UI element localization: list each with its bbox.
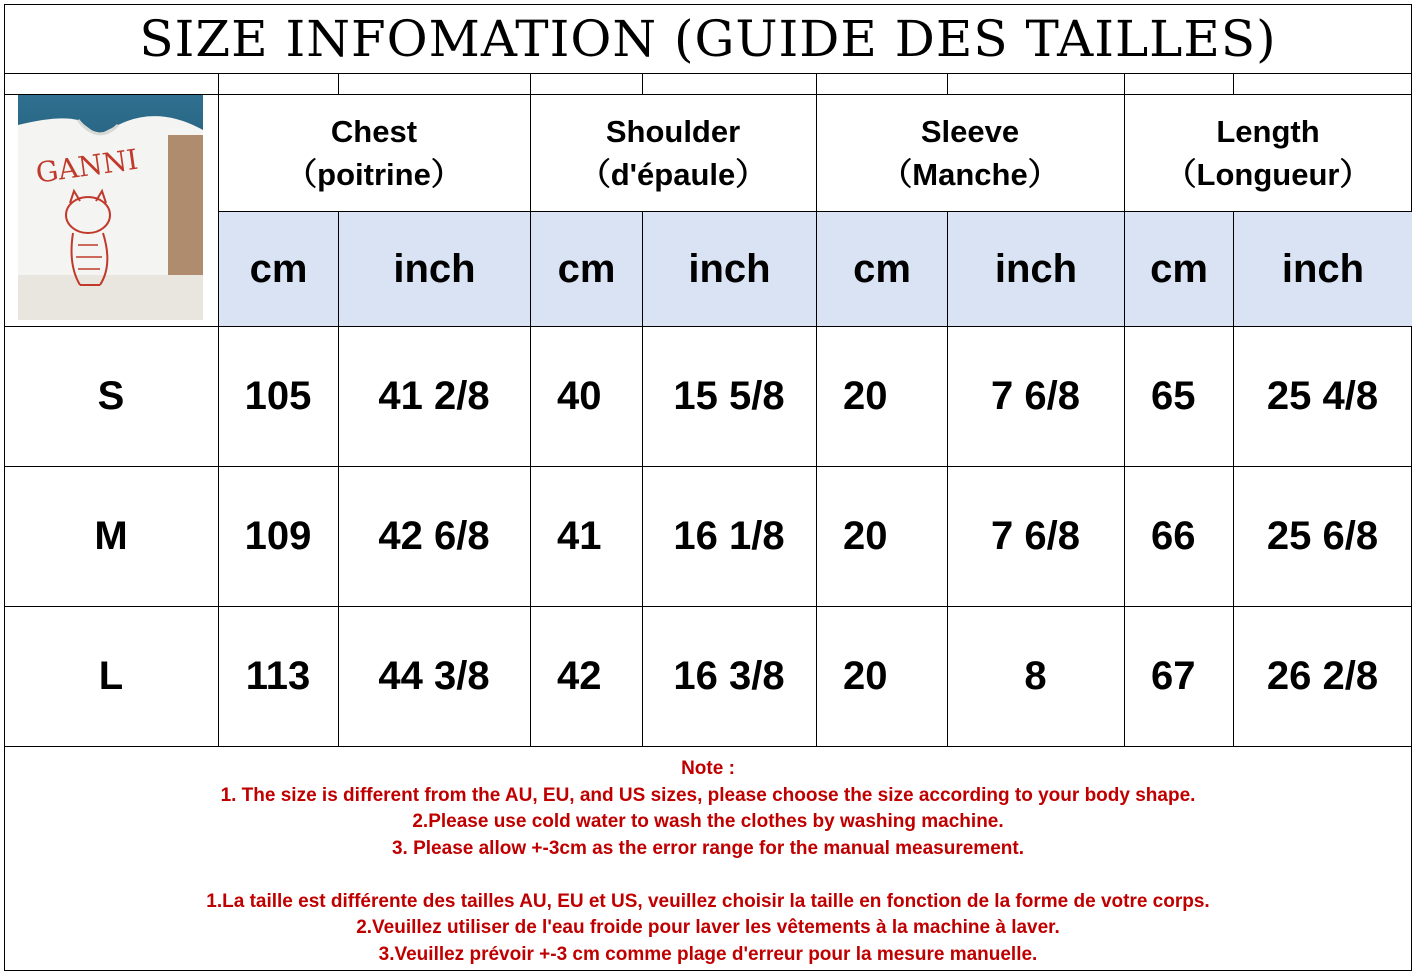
header-chest bbox=[218, 95, 530, 211]
header-length bbox=[1124, 95, 1412, 211]
tshirt-photo-icon bbox=[18, 95, 203, 320]
table-cell: 7 6/8 bbox=[991, 373, 1080, 418]
table-cell: 16 1/8 bbox=[673, 513, 785, 558]
table-cell: 67 bbox=[1151, 653, 1196, 698]
product-photo bbox=[18, 95, 203, 320]
header-length-en: Length bbox=[1216, 114, 1320, 149]
grid-line bbox=[4, 746, 1412, 747]
header-sleeve-fr: （Manche） bbox=[881, 157, 1059, 192]
header-shoulder-fr: （d'épaule） bbox=[579, 157, 767, 192]
note-fr-3: 3.Veuillez prévoir +-3 cm comme plage d'erreur pour la mesure manuelle. bbox=[378, 943, 1038, 965]
size-label: M bbox=[94, 513, 128, 558]
unit-shoulder-cm: cm bbox=[531, 212, 642, 326]
unit-length-cm: cm bbox=[1125, 212, 1233, 326]
note-spacer bbox=[4, 862, 1412, 889]
header-shoulder bbox=[530, 95, 816, 211]
grid-line bbox=[530, 74, 531, 94]
note-en-2: 2.Please use cold water to wash the clothes by washing machine. bbox=[412, 811, 1004, 832]
ganni-print-text: GANNI bbox=[33, 142, 141, 190]
table-cell: 15 5/8 bbox=[673, 373, 785, 418]
table-cell: 105 bbox=[244, 373, 312, 418]
note-en-1: 1. The size is different from the AU, EU, and US sizes, please choose the size according to your body shape. bbox=[220, 784, 1196, 806]
unit-chest-cm: cm bbox=[219, 212, 338, 326]
grid-line bbox=[218, 74, 219, 94]
table-cell: 44 3/8 bbox=[378, 653, 490, 698]
table-cell: 20 bbox=[843, 653, 888, 698]
unit-sleeve-inch: inch bbox=[948, 212, 1124, 326]
table-cell: 42 bbox=[557, 653, 602, 698]
table-cell: 66 bbox=[1151, 513, 1196, 558]
header-sleeve bbox=[816, 95, 1124, 211]
table-cell: 20 bbox=[843, 513, 888, 558]
header-shoulder-en: Shoulder bbox=[605, 114, 741, 149]
table-cell: 113 bbox=[245, 653, 311, 698]
grid-line bbox=[338, 74, 339, 94]
grid-line bbox=[947, 74, 948, 94]
header-length-fr: （Longueur） bbox=[1165, 157, 1371, 192]
size-label: S bbox=[97, 373, 125, 418]
unit-shoulder-inch: inch bbox=[643, 212, 816, 326]
table-cell: 40 bbox=[557, 373, 602, 418]
size-label: L bbox=[98, 653, 124, 698]
table-cell: 26 2/8 bbox=[1266, 653, 1379, 698]
table-cell: 7 6/8 bbox=[991, 513, 1080, 558]
table-cell: 65 bbox=[1151, 373, 1196, 418]
grid-line bbox=[1124, 74, 1125, 94]
note-heading: Note : bbox=[681, 758, 735, 779]
grid-line bbox=[816, 74, 817, 94]
table-cell: 25 4/8 bbox=[1266, 373, 1379, 418]
table-cell: 41 2/8 bbox=[378, 373, 490, 418]
unit-chest-inch: inch bbox=[339, 212, 530, 326]
table-cell: 42 6/8 bbox=[378, 513, 490, 558]
unit-length-inch: inch bbox=[1234, 212, 1412, 326]
header-sleeve-en: Sleeve bbox=[920, 114, 1020, 149]
table-cell: 109 bbox=[244, 513, 312, 558]
table-cell: 20 bbox=[843, 373, 888, 418]
grid-line bbox=[642, 74, 643, 94]
grid-line bbox=[1233, 74, 1234, 94]
note-en-3: 3. Please allow +-3cm as the error range for the manual measurement. bbox=[391, 837, 1024, 859]
table-cell: 16 3/8 bbox=[673, 653, 785, 698]
note-fr-2: 2.Veuillez utiliser de l'eau froide pour laver les vêtements à la machine à laver. bbox=[356, 917, 1060, 938]
table-cell: 25 6/8 bbox=[1266, 513, 1379, 558]
note-section bbox=[4, 756, 1412, 968]
header-chest-en: Chest bbox=[330, 114, 418, 149]
table-cell: 41 bbox=[557, 513, 602, 558]
page-title: SIZE INFOMATION (GUIDE DES TAILLES) bbox=[4, 4, 1412, 74]
header-chest-fr: （poitrine） bbox=[286, 157, 462, 192]
table-cell: 8 bbox=[1024, 653, 1047, 698]
note-fr-1: 1.La taille est différente des tailles AU, EU et US, veuillez choisir la taille en fonction de la forme de votre corps. bbox=[206, 890, 1210, 912]
unit-sleeve-cm: cm bbox=[817, 212, 947, 326]
